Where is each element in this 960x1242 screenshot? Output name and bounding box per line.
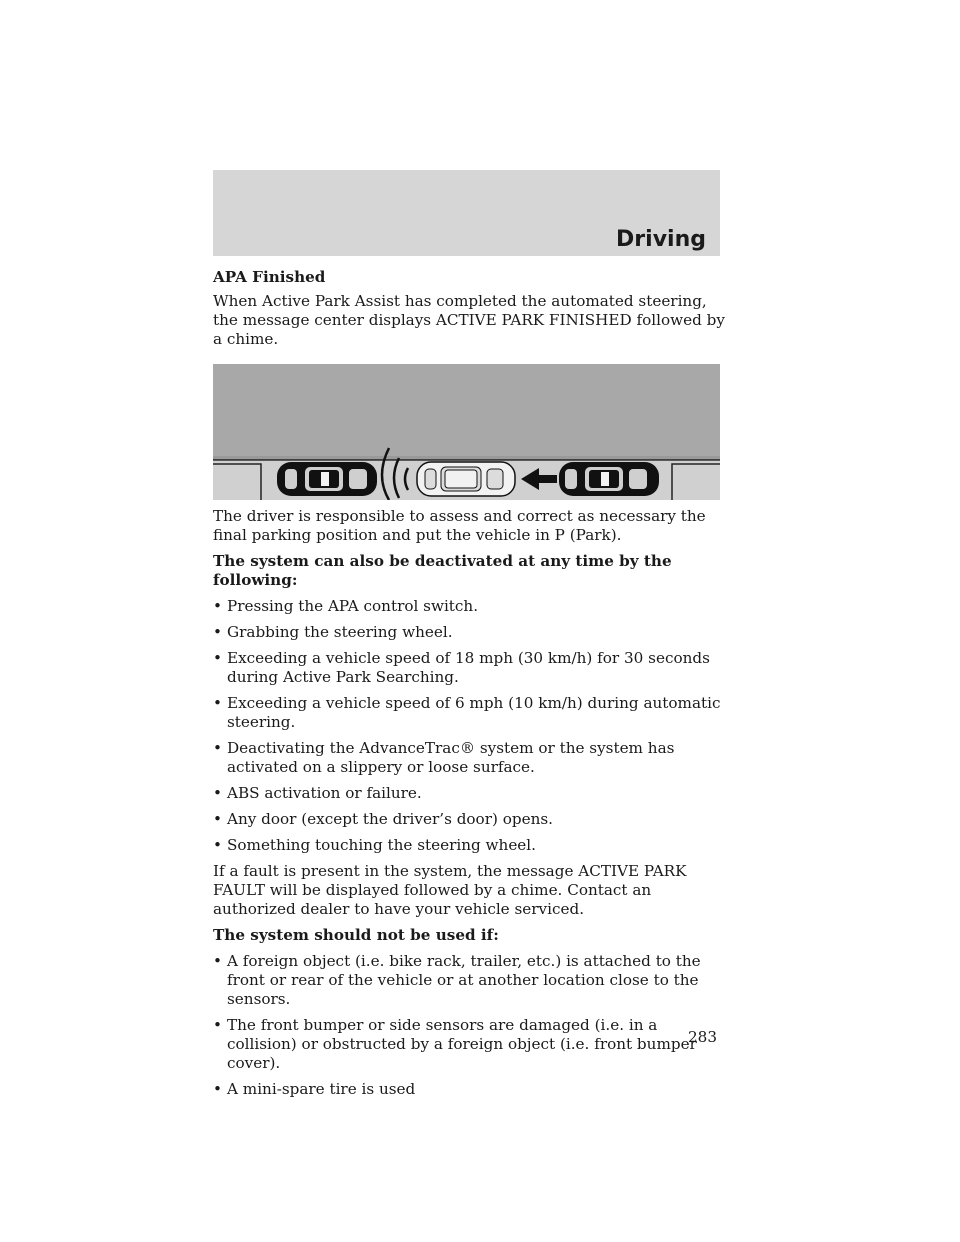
- bullet-icon: •: [213, 1080, 222, 1098]
- road-surface: [213, 364, 720, 460]
- list-item: • A foreign object (i.e. bike rack, trailer, etc.) is attached to the front or rear of the vehicle or at another location close to the sensors.: [213, 952, 701, 1008]
- not-used-heading: The system should not be used if:: [213, 926, 499, 944]
- parking-illustration: [213, 364, 720, 500]
- bullet-icon: •: [213, 952, 222, 970]
- list-item: • Any door (except the driver’s door) opens.: [213, 810, 553, 828]
- section-title: Driving: [616, 227, 706, 252]
- list-item: • Something touching the steering wheel.: [213, 836, 536, 854]
- section-header-band: [213, 170, 720, 256]
- list-item: • Grabbing the steering wheel.: [213, 623, 453, 641]
- rear-parked-car: [277, 462, 377, 496]
- bullet-icon: •: [213, 810, 222, 828]
- list-item: • Pressing the APA control switch.: [213, 597, 479, 615]
- own-vehicle: [417, 462, 515, 496]
- deactivation-heading: The system can also be deactivated at any time by the following:: [213, 552, 672, 589]
- bullet-icon: •: [213, 597, 222, 615]
- bullet-icon: •: [213, 623, 222, 641]
- list-item: • Exceeding a vehicle speed of 18 mph (30 km/h) for 30 seconds during Active Park Searching.: [213, 649, 710, 686]
- bullet-icon: •: [213, 649, 222, 667]
- list-item: • ABS activation or failure.: [213, 784, 422, 802]
- bullet-icon: •: [213, 694, 222, 712]
- list-item: • A mini-spare tire is used: [213, 1080, 416, 1098]
- list-item: • Deactivating the AdvanceTrac® system or the system has activated on a slippery or loose surface.: [213, 739, 675, 776]
- bullet-icon: •: [213, 784, 222, 802]
- page-content: [213, 268, 725, 1099]
- front-parked-car: [559, 462, 659, 496]
- fault-paragraph: If a fault is present in the system, the message ACTIVE PARK FAULT will be displayed followed by a chime. Contact an authorized dealer to have your vehicle serviced.: [213, 862, 687, 918]
- bullet-icon: •: [213, 1016, 222, 1034]
- bullet-icon: •: [213, 836, 222, 854]
- deactivation-list: [213, 597, 725, 855]
- apa-finished-intro: When Active Park Assist has completed the automated steering, the message center displays ACTIVE PARK FINISHED followed by a chime.: [213, 292, 725, 348]
- apa-finished-heading: APA Finished: [213, 268, 326, 286]
- not-used-list: [213, 952, 725, 1099]
- bullet-icon: •: [213, 739, 222, 757]
- page-number: 283: [688, 1028, 717, 1046]
- list-item: • Exceeding a vehicle speed of 6 mph (10 km/h) during automatic steering.: [213, 694, 721, 731]
- final-position-note: The driver is responsible to assess and correct as necessary the final parking position and put the vehicle in P (Park).: [213, 507, 706, 544]
- list-item: • The front bumper or side sensors are damaged (i.e. in a collision) or obstructed by a foreign object (i.e. front bumper cover).: [213, 1016, 697, 1072]
